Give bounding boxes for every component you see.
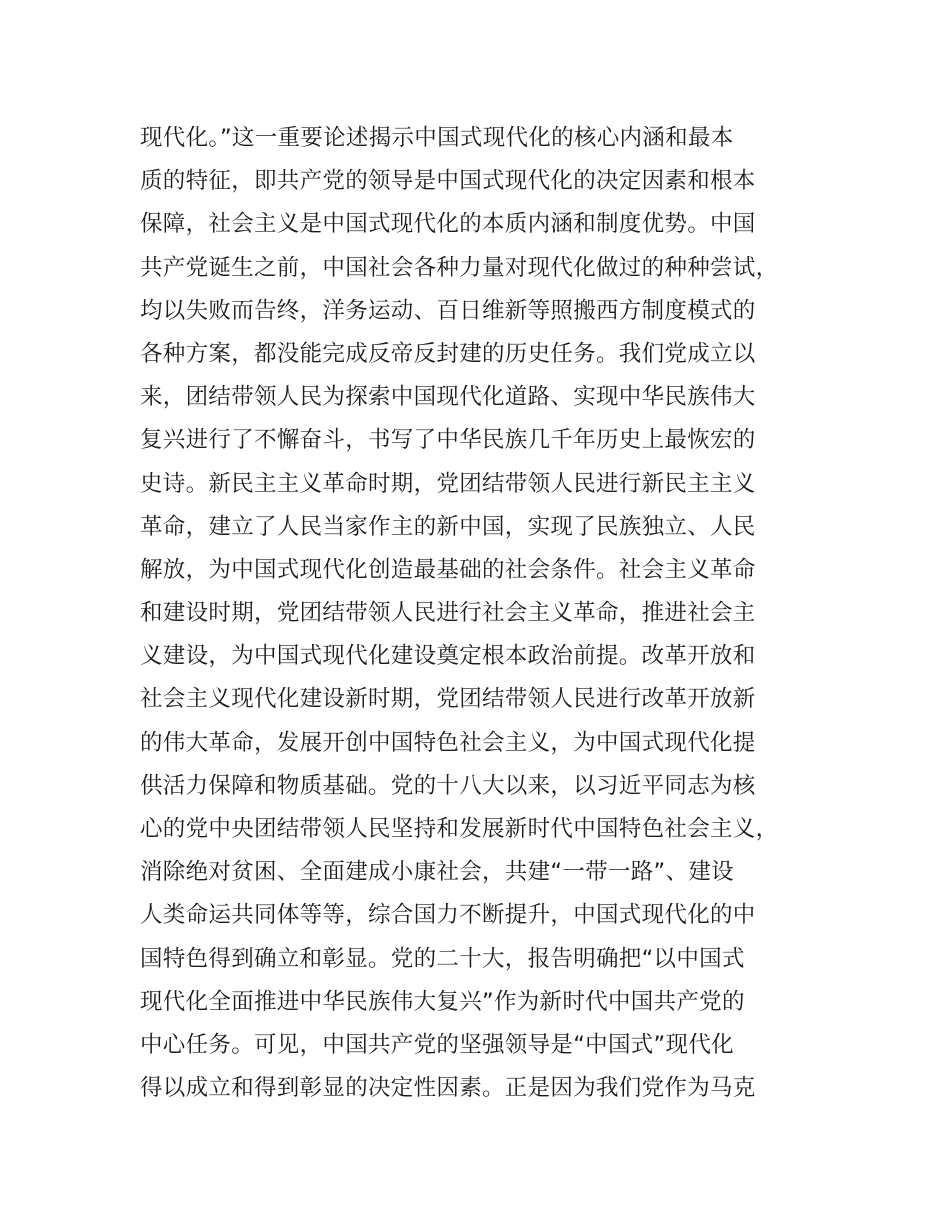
text-line: 和建设时期，党团结带领人民进行社会主义革命，推进社会主	[140, 600, 756, 627]
text-line: 得以成立和得到彰显的决定性因素。正是因为我们党作为马克	[140, 1075, 756, 1102]
text-line: 社会主义现代化建设新时期，党团结带领人民进行改革开放新	[140, 686, 756, 713]
text-line: 各种方案，都没能完成反帝反封建的历史任务。我们党成立以	[140, 340, 756, 367]
text-line: 供活力保障和物质基础。党的十八大以来，以习近平同志为核	[140, 772, 756, 799]
text-line: 共产党诞生之前，中国社会各种力量对现代化做过的种种尝试，	[140, 254, 779, 281]
text-line: 消除绝对贫困、全面建成小康社会，共建“一带一路”、建设	[140, 859, 734, 886]
text-line: 复兴进行了不懈奋斗，书写了中华民族几千年历史上最恢宏的	[140, 427, 756, 454]
text-line: 现代化。”这一重要论述揭示中国式现代化的核心内涵和最本	[140, 125, 734, 151]
text-line: 人类命运共同体等等，综合国力不断提升，中国式现代化的中	[140, 902, 756, 929]
text-line: 心的党中央团结带领人民坚持和发展新时代中国特色社会主义，	[140, 816, 779, 842]
text-line: 革命，建立了人民当家作主的新中国，实现了民族独立、人民	[140, 513, 756, 540]
text-line: 的伟大革命，发展开创中国特色社会主义，为中国式现代化提	[140, 729, 756, 756]
text-line: 史诗。新民主主义革命时期，党团结带领人民进行新民主主义	[140, 470, 756, 497]
text-line: 现代化全面推进中华民族伟大复兴”作为新时代中国共产党的	[140, 988, 745, 1015]
text-line: 均以失败而告终，洋务运动、百日维新等照搬西方制度模式的	[140, 297, 756, 324]
text-line: 解放，为中国式现代化创造最基础的社会条件。社会主义革命	[140, 556, 756, 583]
text-line: 保障，社会主义是中国式现代化的本质内涵和制度优势。中国	[140, 211, 756, 238]
text-line: 中心任务。可见，中国共产党的坚强领导是“中国式”现代化	[140, 1031, 734, 1058]
body-text	[140, 117, 840, 1110]
text-line: 质的特征，即共产党的领导是中国式现代化的决定因素和根本	[140, 168, 756, 195]
text-line: 义建设，为中国式现代化建设奠定根本政治前提。改革开放和	[140, 643, 756, 670]
text-line: 来，团结带领人民为探索中国现代化道路、实现中华民族伟大	[140, 384, 756, 411]
text-line: 国特色得到确立和彰显。党的二十大，报告明确把“以中国式	[140, 945, 745, 972]
